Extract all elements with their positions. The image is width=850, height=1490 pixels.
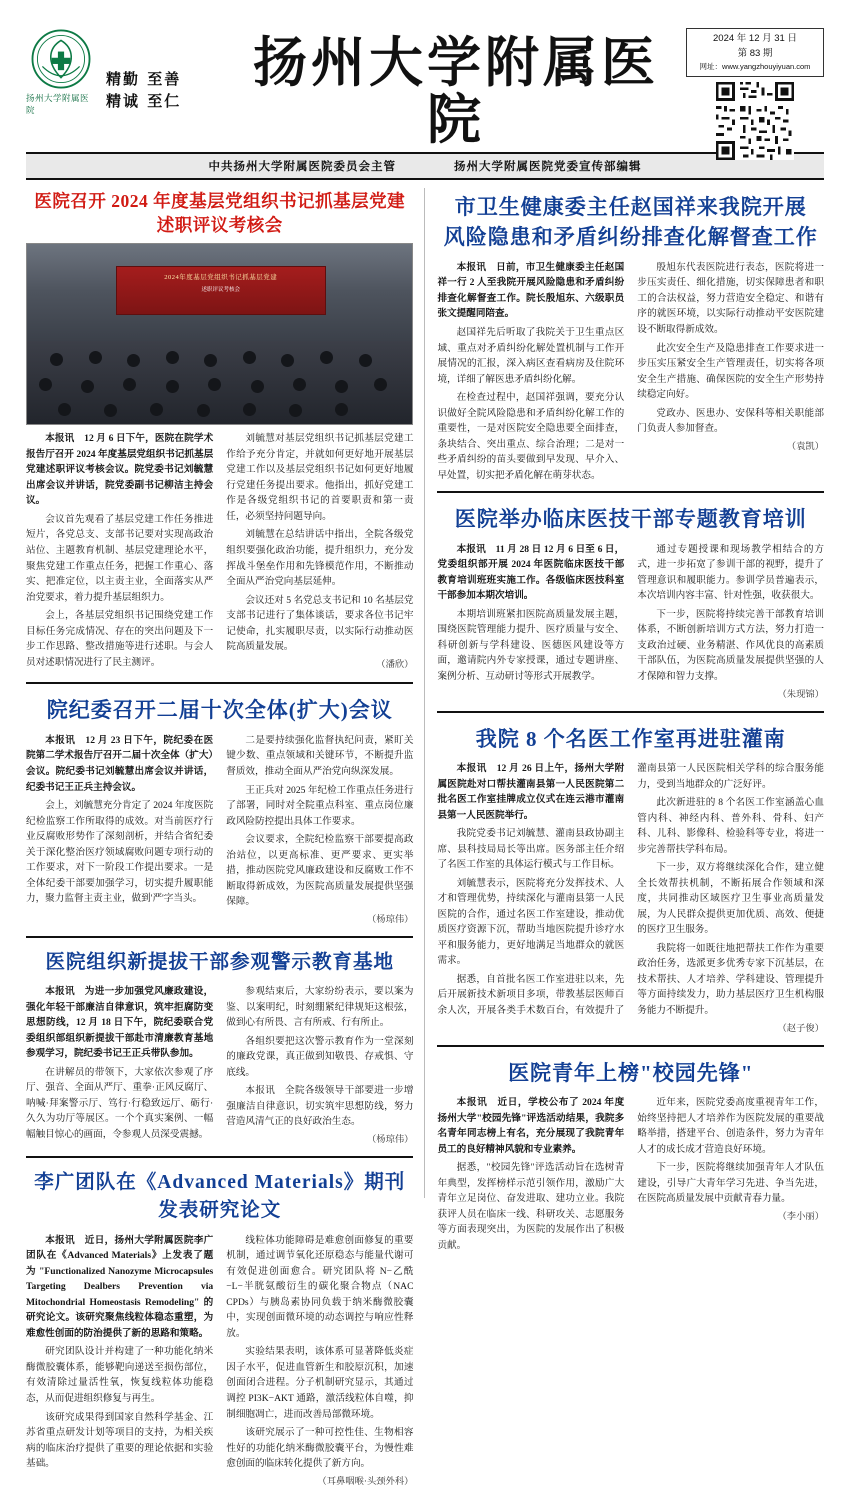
article-party-building-review — [26, 188, 413, 674]
article-paragraph: 下一步，医院将继续加强青年人才队伍建设，引导广大青年学习先进、争当先进，在医院高质量发展中贡献青春力量。 — [637, 1162, 824, 1205]
content-columns — [26, 188, 824, 1487]
article-body — [26, 984, 413, 1148]
article-headline — [437, 192, 824, 253]
article-paragraph: 会议还对 5 名党总支书记和 10 名基层党支部书记进行了集体谈话，要求各位书记牢记使命，扎实履职尽责，以实际行动推动医院高质量发展。 — [226, 594, 414, 653]
masthead — [26, 28, 824, 151]
right-column — [437, 188, 824, 1251]
article-lead: 本报讯 为进一步加强党风廉政建设，强化年轻干部廉洁自律意识，筑牢拒腐防变思想防线，12 月 18 日下午，院纪委联合党委组织部组织新提拔干部赴市清廉教育基地参观学习，院纪委书记王正兵带队参加。 — [26, 986, 214, 1060]
article-paragraph: 近年来，医院党委高度重视青年工作，始终坚持把人才培养作为医院发展的重要战略举措，搭建平台、创造条件，努力为青年人才的成长成才营造良好环境。 — [637, 1097, 824, 1155]
article-paragraph: 线粒体功能障碍是难愈创面修复的重要机制，通过调节氧化还原稳态与能量代谢可有效促进创面愈合。研究团队将 N−乙酰−L−半胱氨酸衍生的碳化聚合物点（NAC CPDs）与胰岛素协同负载于纳米酶微胶囊中，实现创面微环境的动态调控与响应性释放。 — [226, 1234, 414, 1339]
article-paragraph: 王正兵对 2025 年纪检工作重点任务进行了部署，同时对全院重点科室、重点岗位廉政风险防控提出具体工作要求。 — [226, 784, 414, 827]
article-paragraph: 殷旭东代表医院进行表态，医院将进一步压实责任、细化措施，切实保障患者和职工的合法权益，努力营造安全稳定、和谐有序的就医环境，以实际行动推动平安医院建设不断取得新成效。 — [637, 261, 824, 335]
article-paragraph: 各组织要把这次警示教育作为一堂深刻的廉政党课，真正做到知敬畏、存戒惧、守底线。 — [226, 1035, 414, 1078]
article-paragraph: 我院将一如既往地把帮扶工作作为重要政治任务，选派更多优秀专家下沉基层，在技术帮扶、人才培养、学科建设、管理提升等方面持续发力，助力基层医疗卫生机构服务能力不断提升。 — [637, 942, 824, 1016]
article-lead: 本报讯 12 月 23 日下午，院纪委在医院第二学术报告厅召开二届十次全体（扩大）会议。院纪委书记刘毓慧出席会议并讲话，纪委书记王正兵主持会议。 — [26, 734, 214, 793]
article-byline: （耳鼻咽喉·头颈外科） — [317, 1476, 414, 1487]
article-body — [26, 733, 413, 928]
article-advanced-materials-paper — [26, 1165, 413, 1490]
article-paragraph: 会上，刘毓慧充分肯定了 2024 年度医院纪检监察工作所取得的成效。对当前医疗行业反腐败形势作了深刻剖析，并结合省纪委关于深化整治医疗领域腐败问题专项行动的工作要求，对下一阶段工作提出要求。一是全体纪委干部要加强学习，切实提升履职能力，聚力监督主责主业，做到'严'字当头。 — [26, 800, 214, 905]
article-body — [437, 1095, 824, 1253]
photo-banner-line-2: 述职评议考核会 — [201, 286, 240, 293]
article-headline: 医院青年上榜"校园先锋" — [508, 1060, 754, 1085]
article-paragraph: 参观结束后，大家纷纷表示，要以案为鉴、以案明纪，时刻绷紧纪律规矩这根弦，做到心有所畏、言有所戒、行有所止。 — [226, 986, 414, 1029]
article-paragraph: 下一步，医院将持续完善干部教育培训体系，不断创新培训方式方法，努力打造一支政治过硬、业务精湛、作风优良的高素质干部队伍，为医院高质量发展提供坚强的人才保障和智力支撑。 — [637, 608, 824, 682]
photo-banner — [116, 266, 326, 315]
article-paragraph: 刘毓慧对基层党组织书记抓基层党建工作给予充分肯定，并就如何更好地开展基层党建工作以及基层党组织书记如何更好地履行党建任务提出要求。他指出，抓好党建工作是各级党组织书记的首要职责和第一责任，必须坚持问题导向。 — [226, 433, 414, 522]
left-column — [26, 188, 425, 1487]
article-byline: （杨琼伟） — [366, 1134, 414, 1145]
article-lead: 本报讯 12 月 26 日上午，扬州大学附属医院赴对口帮扶灌南县第一人民医院第二批名医工作室挂牌成立仪式在连云港市灌南县第一人民医院举行。 — [437, 763, 625, 821]
motto-line-2: 精诚 至仁 — [106, 92, 182, 110]
masthead-center — [226, 28, 686, 151]
article-paragraph: 党政办、医患办、安保科等相关职能部门负责人参加督查。 — [637, 407, 824, 435]
article-body — [26, 431, 413, 674]
article-paragraph: 会上，各基层党组织书记围绕党建工作目标任务完成情况、存在的突出问题及下一步工作思路、整改措施等进行述职。与会人员对述职情况进行了民主测评。 — [26, 610, 214, 668]
article-body — [26, 1233, 413, 1490]
motto-line-1: 精勤 至善 — [106, 69, 182, 88]
article-lead: 本报讯 近日，学校公布了 2024 年度扬州大学"校园先锋"评选活动结果，我院多名青年同志榜上有名，充分展现了我院青年员工的良好精神风貌和专业素养。 — [437, 1097, 625, 1155]
article-paragraph: 下一步，双方将继续深化合作，建立健全长效帮扶机制，不断拓展合作领域和深度，共同推动区域医疗卫生事业高质量发展，为人民群众提供更加优质、高效、便捷的医疗卫生服务。 — [637, 862, 824, 936]
divider — [437, 491, 824, 493]
article-byline: （袁凯） — [786, 441, 824, 452]
article-paragraph: 会议首先观看了基层党建工作任务推进短片，各党总支、支部书记要对实现高政治站位、主题教育机制、基层党建理论水平，聚焦党建工作重点任务，把握工作重心、落实、把准定位，以主责主业，全面落实从严治党要求，着力提升基层组织力。 — [26, 513, 214, 603]
article-paragraph: 据悉，"校园先锋"评选活动旨在选树青年典型，发挥榜样示范引领作用，激励广大青年立足岗位、奋发进取、建功立业。我院获评人员在临床一线、科研攻关、志愿服务等方面表现突出，为医院的发展作出了积极贡献。 — [437, 1162, 625, 1251]
article-headline: 医院召开 2024 年度基层党组织书记抓基层党建述职评议考核会 — [34, 191, 406, 235]
headline-line-1: 市卫生健康委主任赵国祥来我院开展 — [454, 195, 807, 219]
article-paragraph: 该研究成果得到国家自然科学基金、江苏省重点研发计划等项目的支持，为相关疾病的临床治疗提供了重要的理论依据和实验基础。 — [26, 1411, 214, 1470]
article-paragraph: 通过专题授课和现场教学相结合的方式，进一步拓宽了参训干部的视野，提升了管理意识和履职能力。参训学员普遍表示，本次培训内容丰富、针对性强，收获很大。 — [637, 543, 824, 602]
article-paragraph: 刘毓慧在总结讲话中指出，全院各级党组织要强化政治功能，提升组织力，充分发挥战斗堡垒作用和先锋模范作用，不断推动全面从严治党向基层延伸。 — [226, 529, 414, 588]
logo-caption: 扬州大学附属医院 — [26, 93, 90, 115]
issue-website: 网址：www.yangzhouyiyuan.com — [699, 62, 811, 72]
issue-info — [686, 28, 824, 77]
article-lead: 本报讯 近日，扬州大学附属医院李广团队在《Advanced Materials》上发表了题为 "Functionalized Nanozyme Microcapsules Targeting Dealbers Prevention via Mitochondrial Homeostasis Remodeling" 的研究论文。该研究聚焦线粒体稳态重塑，为难愈性创面的防治提供了新的思路和策略。 — [26, 1234, 214, 1339]
issue-number: 第 83 期 — [737, 47, 773, 59]
article-byline: （朱现锦） — [777, 689, 824, 700]
photo-audience — [27, 341, 412, 424]
article-byline: （杨琼伟） — [366, 914, 414, 925]
article-paragraph: 在讲解员的带领下，大家依次参观了序厅、强音、全面从严厅、重拳·正风反腐厅、呐喊·拜案警示厅、笃行·行稳致远厅、砺行·久久为功厅等展区。一个个真实案例、一幅幅触目惊心的画面，令参观人员深受震撼。 — [26, 1066, 214, 1140]
issue-date: 2024 年 12 月 31 日 — [713, 33, 797, 44]
article-lead: 本报讯 11 月 28 日 12 月 6 日至 6 日，党委组织部开展 2024 年医院临床医技干部教育培训班班实施工作。各级临床医技科室干部参加本期次培训。 — [437, 543, 625, 602]
article-paragraph: 该研究展示了一种可控性佳、生物相容性好的功能化纳米酶微胶囊平台，为慢性难愈创面的临床转化提供了新方向。 — [226, 1427, 414, 1470]
article-campus-pioneer-youth — [437, 1054, 824, 1254]
article-paragraph: 本报讯 全院各级领导干部要进一步增强廉洁自律意识，切实筑牢思想防线，努力营造风清气正的良好政治生态。 — [226, 1085, 414, 1128]
article-discipline-committee-meeting — [26, 691, 413, 927]
article-paragraph: 会议要求，全院纪检监察干部要提高政治站位，以更高标准、更严要求、更实举措，推动医院党风廉政建设和反腐败工作不断取得新成效，为医院高质量发展提供坚强保障。 — [226, 834, 414, 908]
article-headline: 院纪委召开二届十次全体(扩大)会议 — [46, 698, 393, 723]
article-paragraph: 赵国祥先后听取了我院关于卫生重点区域、重点对矛盾纠纷化解处置机制与工作开展情况的汇报，深入病区查看病房及住院环境，详细了解医患矛盾纠纷化解。 — [437, 327, 625, 385]
article-headline: 我院 8 个名医工作室再进驻灌南 — [475, 726, 786, 751]
article-photo — [26, 243, 413, 425]
divider — [26, 1156, 413, 1158]
masthead-right — [686, 28, 824, 165]
hospital-logo-icon — [30, 28, 92, 90]
motto — [106, 68, 181, 113]
article-paragraph: 我院党委书记刘毓慧、灌南县政协副主席、县科技局局长等出席。医务部主任介绍了名医工作室的具体运行模式与工作目标。 — [437, 828, 625, 871]
article-byline: （李小丽） — [777, 1211, 824, 1222]
article-lead: 本报讯 12 月 6 日下午，医院在院学术报告厅召开 2024 年度基层党组织书记抓基层党建述职评议考核会议。院党委书记刘毓慧出席会议并讲话，院党委副书记柳洁主持会议。 — [26, 433, 214, 507]
masthead-left — [26, 28, 226, 116]
page-title: 扬州大学附属医院 — [253, 30, 659, 151]
qr-code-icon — [716, 82, 794, 160]
article-headline: 医院组织新提拔干部参观警示教育基地 — [45, 951, 394, 973]
article-warning-education-base — [26, 945, 413, 1148]
article-paragraph: 据悉，自首批名医工作室进驻以来，先后开展新技术新项目多项，带教基层医师百余人次，开展各类手术数百台，有效提升了灌南县第一人民医院相关学科的综合服务能力，受到当地群众的广泛好评。 — [437, 763, 824, 1016]
divider — [26, 936, 413, 938]
article-body — [437, 542, 824, 703]
headline-line-2: 风险隐患和矛盾纠纷排查化解督查工作 — [443, 225, 818, 250]
article-paragraph: 在检查过程中，赵国祥强调，要充分认识做好全院风险隐患和矛盾纠纷化解工作的重要性，一是对医院安全隐患要全面排查，条块结合、突出重点、综合治理；二是对一些矛盾纠纷的苗头要做到早发现、早介入、早处置，切实把矛盾化解在萌芽状态。 — [437, 392, 625, 481]
article-paragraph: 本期培训班紧扣医院高质量发展主题，围绕医院管理能力提升、医疗质量与安全、科研创新与学科建设、医德医风建设等方面，邀请院内外专家授课，通过专题讲座、案例分析、互动研讨等形式开展教学。 — [437, 608, 625, 682]
editor-label: 扬州大学附属医院党委宣传部编辑 — [454, 161, 642, 173]
article-lead: 本报讯 日前，市卫生健康委主任赵国祥一行 2 人至我院开展风险隐患和矛盾纠纷排查化解督查工作。院长殷旭东、六级职员张文提醒同陪查。 — [437, 261, 625, 320]
article-headline: 李广团队在《Advanced Materials》期刊发表研究论文 — [34, 1172, 406, 1222]
hospital-logo-wrap — [26, 28, 96, 116]
article-paragraph: 二是要持续强化监督执纪问责，紧盯关键少数、重点领域和关键环节，不断提升监督质效，推动全面从严治党向纵深发展。 — [226, 734, 414, 777]
divider — [437, 1045, 824, 1047]
article-byline: （赵子俊） — [777, 1023, 824, 1034]
article-headline: 医院举办临床医技干部专题教育培训 — [454, 507, 807, 532]
divider — [26, 682, 413, 684]
article-paragraph: 刘毓慧表示，医院将充分发挥技术、人才和管理优势，持续深化与灌南县第一人民医院的合作，通过名医工作室建设，推动优质医疗资源下沉，帮助当地医院提升诊疗水平和服务能力，更好地满足当地群众的就医需求。 — [437, 877, 625, 967]
article-byline: （潘欣） — [376, 659, 414, 670]
photo-banner-line-1: 2024年度基层党组织书记抓基层党建 — [164, 273, 278, 281]
article-health-commission-inspection — [437, 188, 824, 483]
article-clinical-cadre-training — [437, 500, 824, 702]
supervisor-label: 中共扬州大学附属医院委员会主管 — [208, 161, 396, 173]
article-paragraph: 此次新进驻的 8 个名医工作室涵盖心血管内科、神经内科、普外科、骨科、妇产科、儿科、影像科、检验科等专业，将进一步完善帮扶学科布局。 — [637, 797, 824, 855]
article-paragraph: 实验结果表明，该体系可显著降低炎症因子水平，促进血管新生和胶原沉积，加速创面闭合进程。分子机制研究显示，其通过调控 PI3K−AKT 通路，激活线粒体自噬，抑制细胞凋亡，进而改善局部微环境。 — [226, 1346, 414, 1420]
article-paragraph: 此次安全生产及隐患排查工作要求进一步压实压紧安全生产管理责任，切实将各项安全生产措施、确保医院的安全生产形势持续稳定向好。 — [637, 342, 824, 401]
article-paragraph: 研究团队设计并构建了一种功能化纳米酶微胶囊体系，能够靶向递送至损伤部位，有效清除过量活性氧，恢复线粒体功能稳态，从而促进组织修复与再生。 — [26, 1346, 214, 1404]
divider — [437, 711, 824, 713]
article-famous-doctor-studios-guannan — [437, 720, 824, 1037]
article-body — [437, 761, 824, 1037]
article-body — [437, 260, 824, 483]
